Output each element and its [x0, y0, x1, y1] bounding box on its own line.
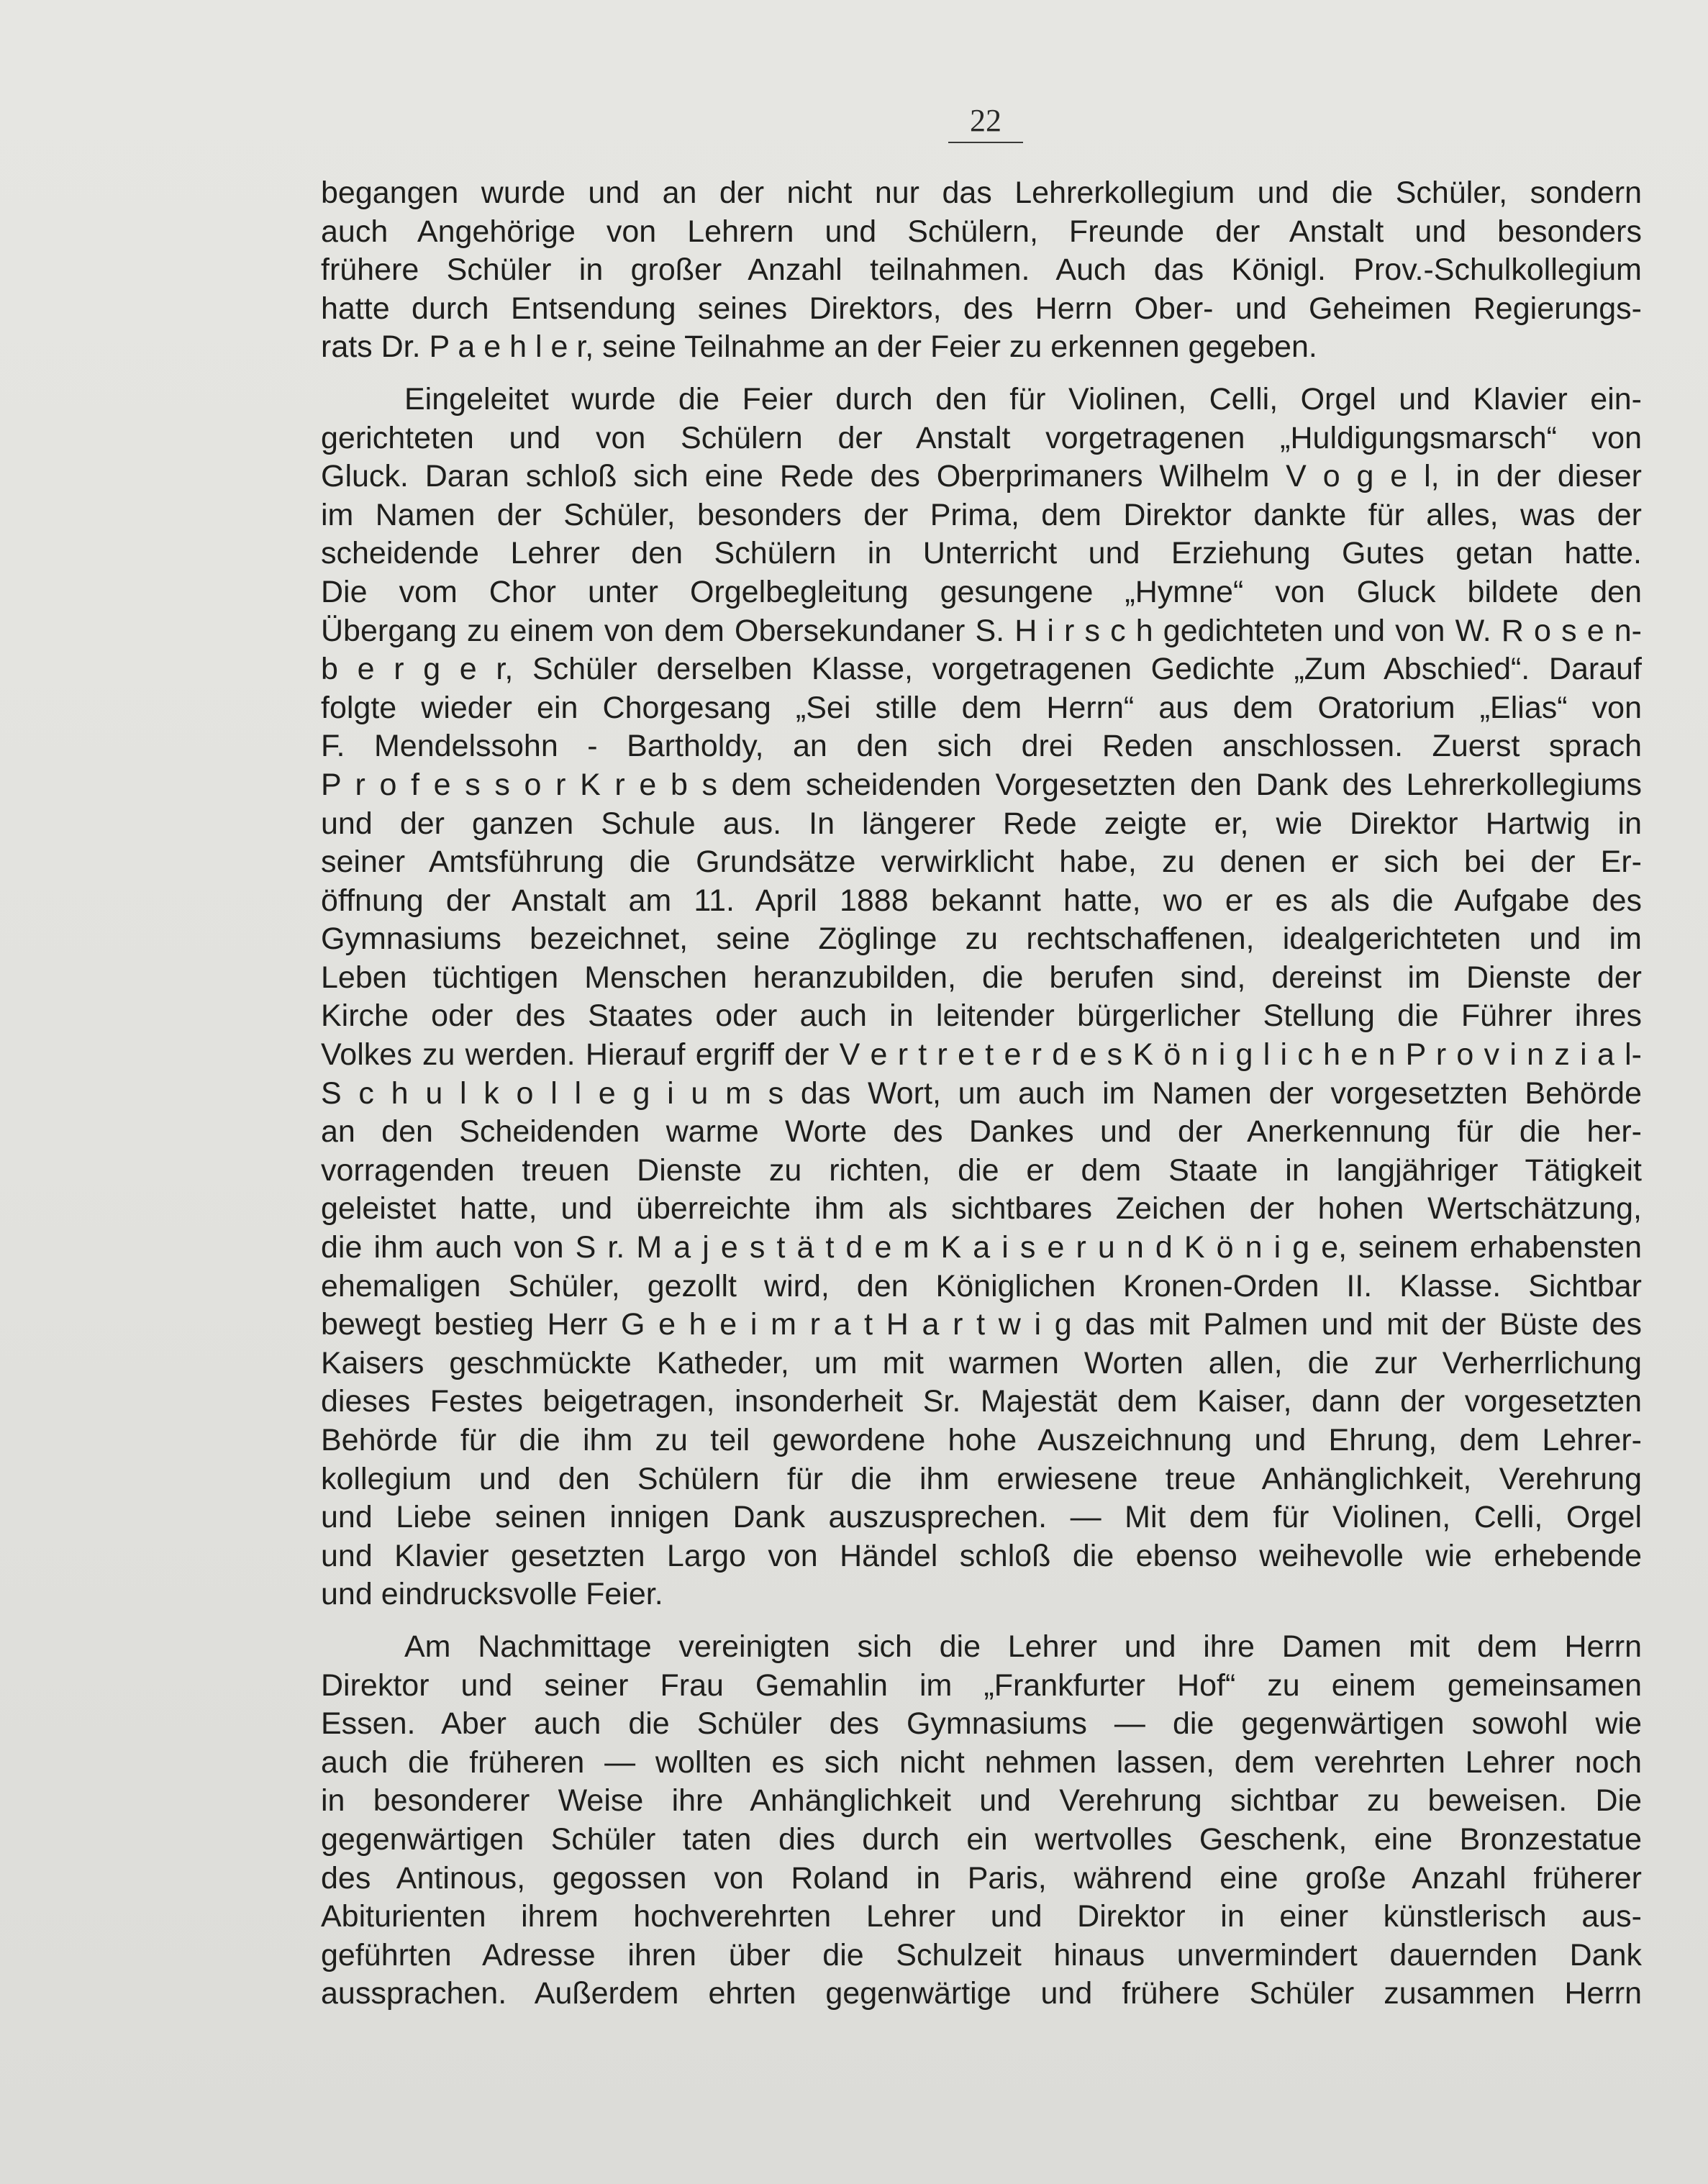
- text-line: Direktor und seiner Frau Gemahlin im „Frankfurter Hof“ zu einem gemeinsamen: [321, 1667, 1642, 1703]
- text-line: seiner Amtsführung die Grundsätze verwirklicht habe, zu denen er sich bei der Er-: [321, 845, 1642, 880]
- text-line: dieses Festes beigetragen, insonderheit Sr. Majestät dem Kaiser, dann der vorgesetzten: [321, 1384, 1642, 1419]
- text-line: im Namen der Schüler, besonders der Prima, dem Direktor dankte für alles, was der: [321, 497, 1642, 532]
- text-line: und eindrucksvolle Feier.: [321, 1577, 663, 1612]
- text-line: ehemaligen Schüler, gezollt wird, den Königlichen Kronen-Orden II. Klasse. Sichtbar: [321, 1268, 1642, 1303]
- text-line: folgte wieder ein Chorgesang „Sei stille dem Herrn“ aus dem Oratorium „Elias“ von: [321, 690, 1642, 725]
- text-line: und der ganzen Schule aus. In längerer Rede zeigte er, wie Direktor Hartwig in: [321, 806, 1642, 841]
- text-line: an den Scheidenden warme Worte des Dankes und der Anerkennung für die her-: [321, 1114, 1642, 1150]
- text-line: vorragenden treuen Dienste zu richten, die er dem Staate in langjähriger Tätigkeit: [321, 1152, 1642, 1188]
- page-number: 22: [970, 103, 1001, 138]
- text-line: Behörde für die ihm zu teil gewordene hohe Auszeichnung und Ehrung, dem Lehrer-: [321, 1423, 1642, 1457]
- text-line: die ihm auch von S r. M a j e s t ä t d e m K a i s e r u n d K ö n i g e, seinem erhabensten: [321, 1230, 1642, 1265]
- text-line: rats Dr. P a e h l e r, seine Teilnahme an der Feier zu erkennen gegeben.: [321, 329, 1317, 365]
- text-line: des Antinous, gegossen von Roland in Paris, während eine große Anzahl früherer: [321, 1860, 1642, 1896]
- text-line: Abiturienten ihrem hochverehrten Lehrer und Direktor in einer künstlerisch aus-: [321, 1899, 1642, 1934]
- text-line: P r o f e s s o r K r e b s dem scheidenden Vorgesetzten den Dank des Lehrerkollegiums: [321, 767, 1642, 802]
- text-line: Eingeleitet wurde die Feier durch den für Violinen, Celli, Orgel und Klavier ein-: [404, 381, 1642, 417]
- text-line: Am Nachmittage vereinigten sich die Lehrer und ihre Damen mit dem Herrn: [404, 1629, 1642, 1664]
- text-line: b e r g e r, Schüler derselben Klasse, vorgetragenen Gedichte „Zum Abschied“. Darauf: [321, 652, 1642, 687]
- paragraph-3: [321, 1628, 1642, 2014]
- text-line: Gluck. Daran schloß sich eine Rede des Oberprimaners Wilhelm V o g e l, in der dieser: [321, 459, 1642, 494]
- text-line: Kaisers geschmückte Katheder, um mit warmen Worten allen, die zur Verherrlichung: [321, 1345, 1642, 1380]
- text-line: geführten Adresse ihren über die Schulzeit hinaus unvermindert dauernden Dank: [321, 1937, 1642, 1973]
- text-line: bewegt bestieg Herr G e h e i m r a t H a r t w i g das mit Palmen und mit der Büste des: [321, 1307, 1642, 1342]
- text-line: aussprachen. Außerdem ehrten gegenwärtige und frühere Schüler zusammen Herrn: [321, 1976, 1642, 2011]
- text-line: gerichteten und von Schülern der Anstalt vorgetragenen „Huldigungsmarsch“ von: [321, 420, 1642, 455]
- text-line: auch die früheren — wollten es sich nicht nehmen lassen, dem verehrten Lehrer noch: [321, 1744, 1642, 1780]
- text-line: frühere Schüler in großer Anzahl teilnahmen. Auch das Königl. Prov.-Schulkollegium: [321, 252, 1642, 288]
- text-line: F. Mendelssohn - Bartholdy, an den sich drei Reden anschlossen. Zuerst sprach: [321, 729, 1642, 764]
- paragraph-1: [321, 174, 1642, 367]
- text-line: gegenwärtigen Schüler taten dies durch ein wertvolles Geschenk, eine Bronzestatue: [321, 1821, 1642, 1857]
- text-line: Essen. Aber auch die Schüler des Gymnasiums — die gegenwärtigen sowohl wie: [321, 1706, 1642, 1742]
- text-line: in besonderer Weise ihre Anhänglichkeit und Verehrung sichtbar zu beweisen. Die: [321, 1783, 1642, 1819]
- text-line: Gymnasiums bezeichnet, seine Zöglinge zu rechtschaffenen, idealgerichteten und im: [321, 922, 1642, 957]
- text-line: hatte durch Entsendung seines Direktors, des Herrn Ober- und Geheimen Regierungs-: [321, 291, 1642, 326]
- paragraph-gap: [321, 1614, 1642, 1628]
- text-line: und Liebe seinen innigen Dank auszusprechen. — Mit dem für Violinen, Celli, Orgel: [321, 1500, 1642, 1535]
- text-line: Volkes zu werden. Hierauf ergriff der V e r t r e t e r d e s K ö n i g l i c h e n P r o v i n z i a l-: [321, 1037, 1642, 1073]
- text-line: öffnung der Anstalt am 11. April 1888 bekannt hatte, wo er es als die Aufgabe des: [321, 883, 1642, 918]
- text-line: scheidende Lehrer den Schülern in Unterricht und Erziehung Gutes getan hatte.: [321, 536, 1642, 571]
- paragraph-gap: [321, 367, 1642, 381]
- text-line: kollegium und den Schülern für die ihm erwiesene treue Anhänglichkeit, Verehrung: [321, 1461, 1642, 1496]
- text-line: Übergang zu einem von dem Obersekundaner S. H i r s c h gedichteten und von W. R o s e n-: [321, 613, 1642, 648]
- text-line: Kirche oder des Staates oder auch in leitender bürgerlicher Stellung die Führer ihres: [321, 998, 1642, 1034]
- paragraph-2: [321, 381, 1642, 1614]
- text-line: geleistet hatte, und überreichte ihm als sichtbares Zeichen der hohen Wertschätzung,: [321, 1191, 1642, 1227]
- text-line: S c h u l k o l l e g i u m s das Wort, um auch im Namen der vorgesetzten Behörde: [321, 1075, 1642, 1111]
- body-text: [321, 174, 1642, 2014]
- text-line: und Klavier gesetzten Largo von Händel schloß die ebenso weihevolle wie erhebende: [321, 1538, 1642, 1573]
- text-line: Die vom Chor unter Orgelbegleitung gesungene „Hymne“ von Gluck bildete den: [321, 574, 1642, 609]
- text-line: Leben tüchtigen Menschen heranzubilden, die berufen sind, dereinst im Dienste der: [321, 960, 1642, 995]
- text-line: auch Angehörige von Lehrern und Schülern, Freunde der Anstalt und besonders: [321, 214, 1642, 249]
- text-line: begangen wurde und an der nicht nur das Lehrerkollegium und die Schüler, sondern: [321, 176, 1642, 210]
- page-number-rule: [948, 142, 1023, 143]
